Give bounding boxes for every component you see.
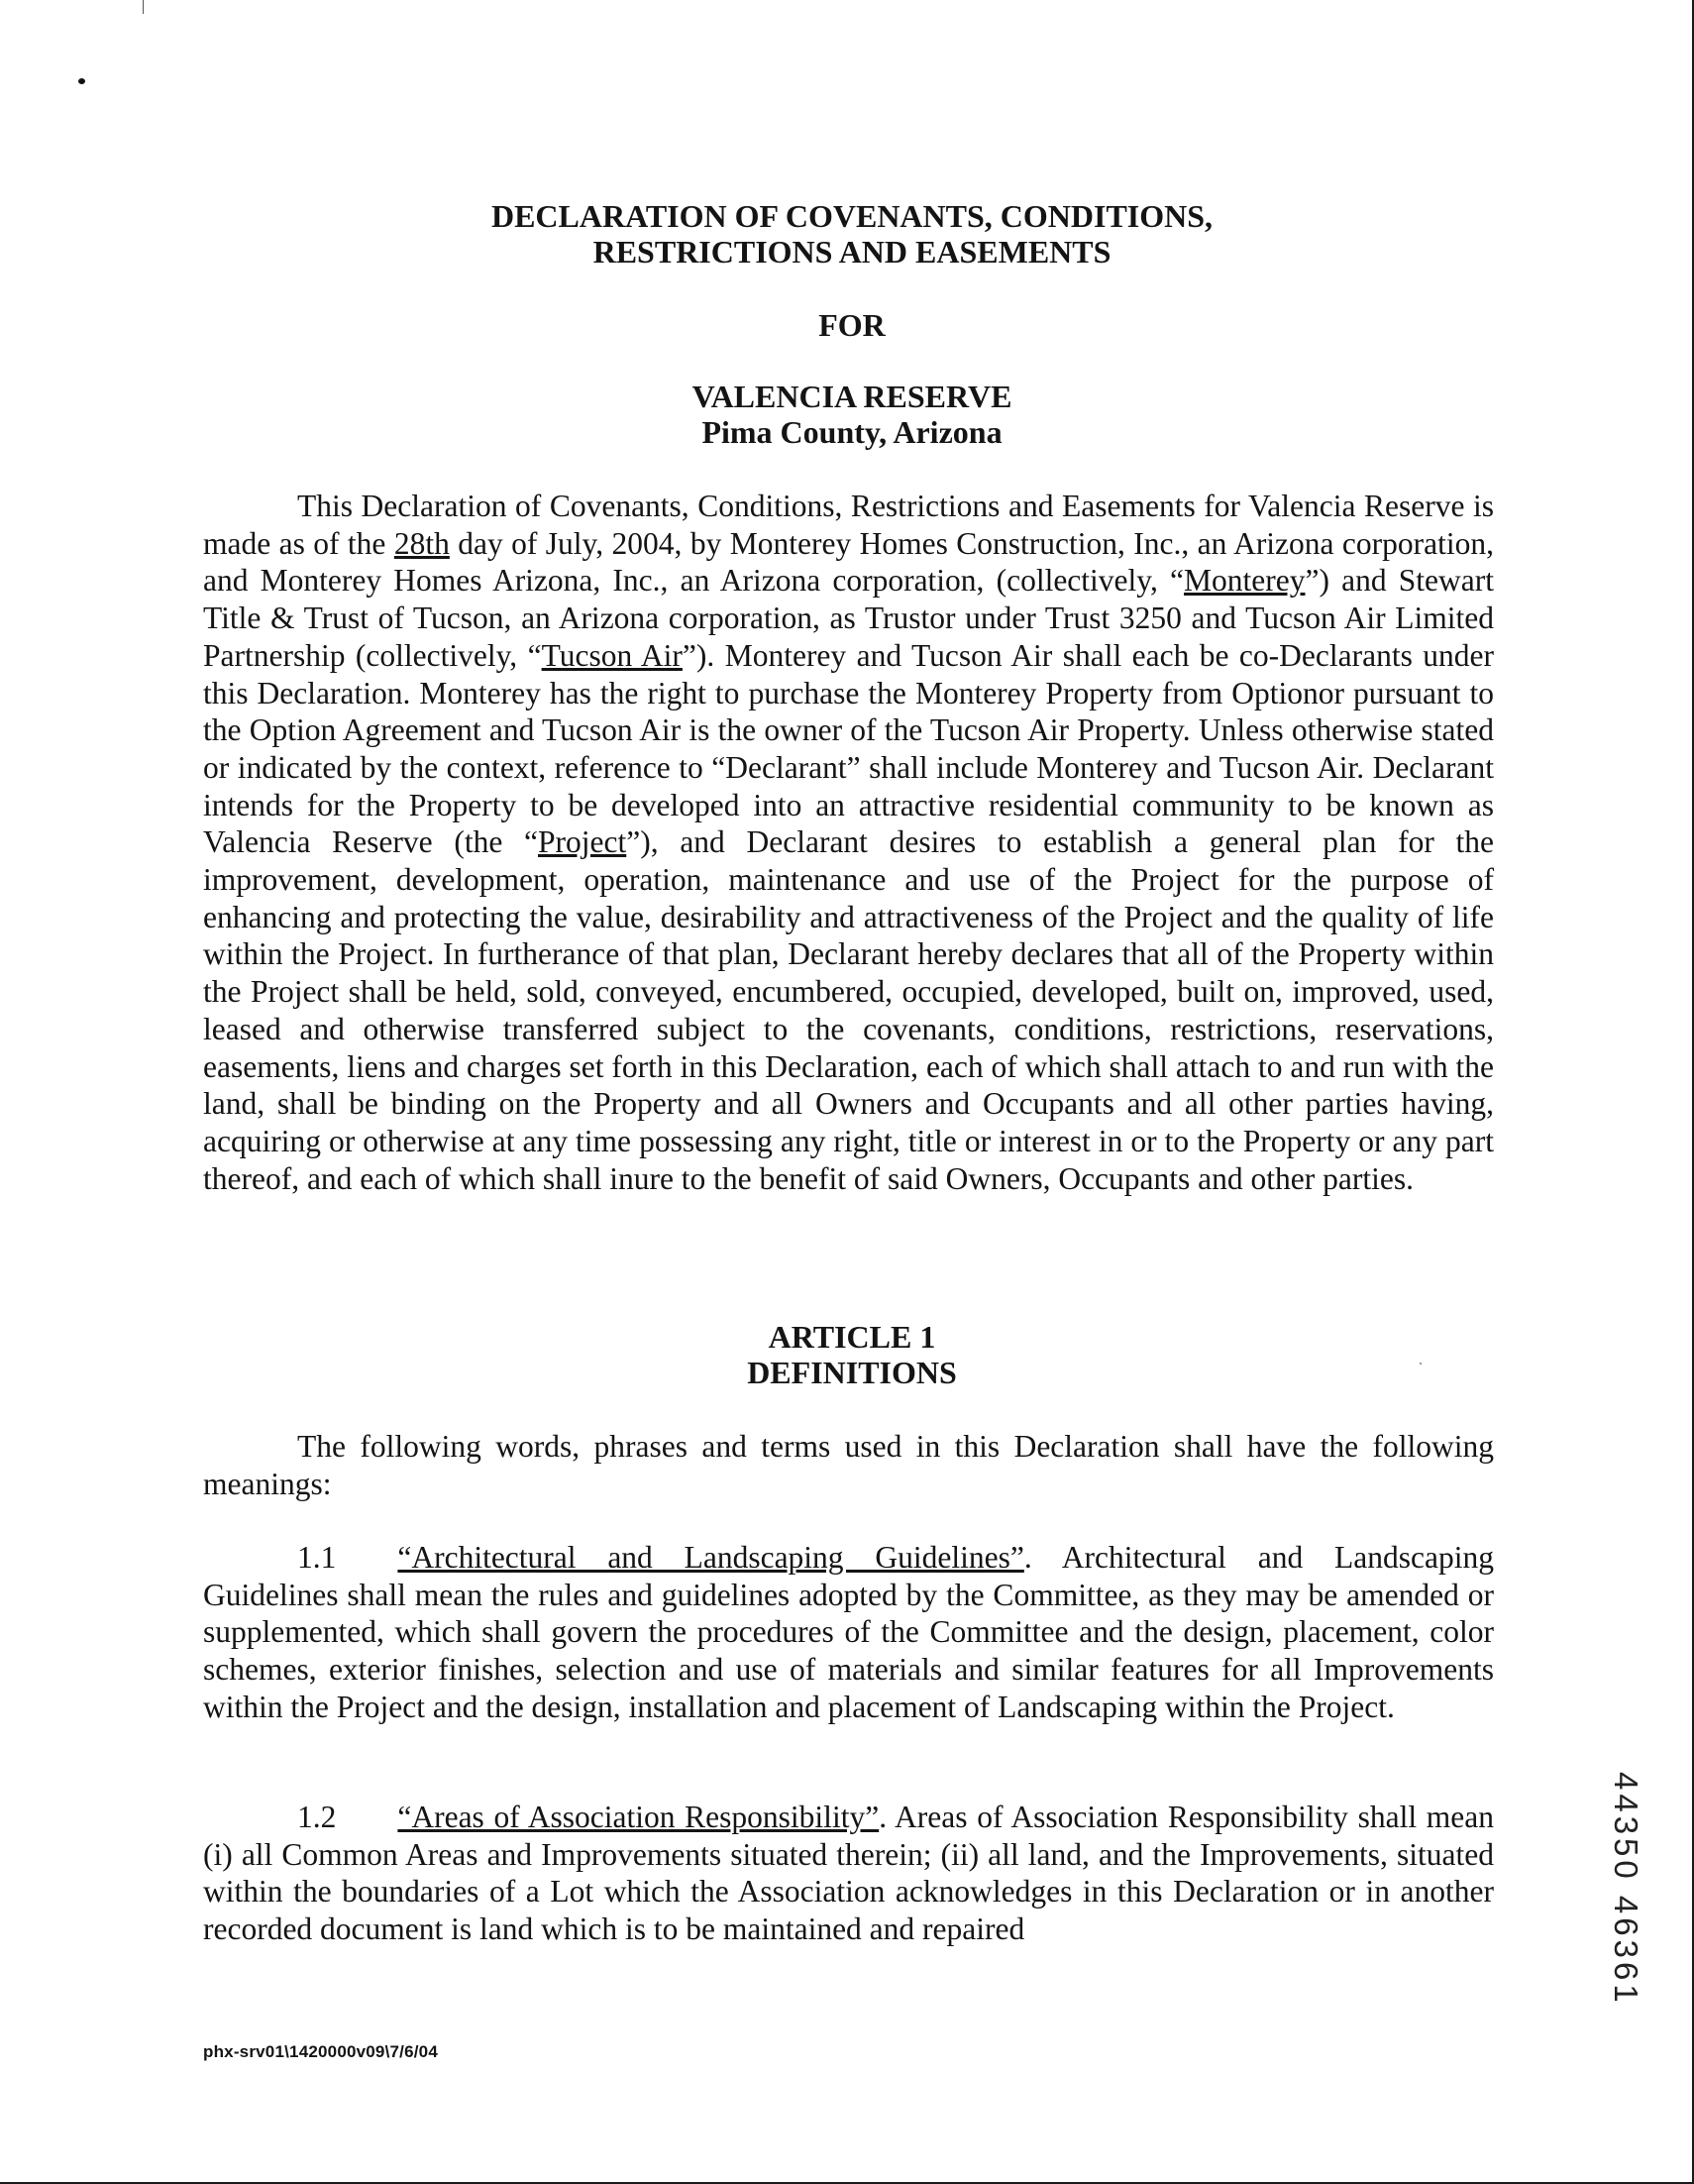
article-heading [0,1319,1694,1390]
defined-term-monterey: Monterey [1184,563,1306,599]
section-1-2 [203,1799,1494,1948]
intro-text-4: ”). Monterey and Tucson Air shall each be co-Declarants under this Declaration. Monterey has the right to purchase the Monterey Property from Optionor pursuant to the Option Agreement and Tucson Air is the owner of the Tucson Air Property. Unless otherwise stated or indicated by the context, reference to “Declarant” shall include Monterey and Tucson Air. Declarant intends for the Property to be developed into an attractive residential community to be known as Valencia Reserve (the “ [203,637,1494,860]
project-name: VALENCIA RESERVE [691,379,1012,414]
project-heading [0,379,1694,450]
intro-text-5: ”), and Declarant desires to establish a general plan for the improvement, development, operation, maintenance and use of the Project for the purpose of enhancing and protecting the value, desirability and attractiveness of the Project and the quality of life within the Project. In furtherance of that plan, Declarant hereby declares that all of the Property within the Project shall be held, sold, conveyed, encumbered, occupied, developed, built on, improved, used, leased and otherwise transferred subject to the covenants, conditions, restrictions, reservations, easements, liens and charges set forth in this Declaration, each of which shall attach to and run with the land, shall be binding on the Property and all Owners and Occupants and all other parties having, acquiring or otherwise at any time possessing any right, title or interest in or to the Property or any part thereof, and each of which shall inure to the benefit of said Owners, Occupants and other parties. [203,824,1495,1196]
section-text: . Architectural and Landscaping Guidelines shall mean the rules and guidelines adopted by the Committee, as they may be amended or supplemented, which shall govern the procedures of the Committee and the design, placement, color schemes, exterior finishes, selection and use of materials and similar features for all Improvements within the Project and the design, installation and placement of Landscaping within the Project. [203,1540,1494,1724]
intro-day: 28th [393,525,450,561]
title-for: FOR [818,307,886,343]
defined-term-tucson-air: Tucson Air [541,637,683,673]
article-name: DEFINITIONS [747,1355,957,1390]
intro-paragraph [203,488,1494,1197]
intro-text-3: ”) and Stewart Title & Trust of Tucson, an Arizona corporation, as Trustor under Trust 3250 and Tucson Air Limited Partnership (collectively, “ [203,563,1494,673]
section-1-1 [203,1539,1494,1726]
intro-text-2: day of July, 2004, by Monterey Homes Construction, Inc., an Arizona corporation, and Monterey Homes Arizona, Inc., an Arizona corporation, (collectively, “ [203,525,1494,599]
section-text: . Areas of Association Responsibility shall mean (i) all Common Areas and Improvements situated therein; (ii) all land, and the Improvements, situated within the boundaries of a Lot which the Association acknowledges in this Declaration or in another recorded document is land which is to be maintained and repaired [203,1800,1494,1947]
scan-mark [143,0,144,14]
title-line-2: RESTRICTIONS AND EASEMENTS [592,234,1112,270]
section-term: “Architectural and Landscaping Guidelines” [397,1540,1024,1575]
document-footer: phx-srv01\1420000v09\7/6/04 [203,2042,438,2061]
bates-stamp: 44350 46361 [1608,1772,1644,2007]
section-term: “Areas of Association Responsibility” [397,1800,880,1834]
section-number: 1.1 [297,1540,337,1575]
scan-speck [78,78,85,84]
article-intro: The following words, phrases and terms used in this Declaration shall have the following meanings: [203,1429,1494,1501]
defined-term-project: Project [538,824,627,860]
document-title [0,198,1694,270]
article-number: ARTICLE 1 [768,1319,936,1355]
section-number: 1.2 [297,1800,337,1834]
title-line-1: DECLARATION OF COVENANTS, CONDITIONS, [490,198,1214,234]
intro-text-1: This Declaration of Covenants, Conditions, Restrictions and Easements for Valencia Reserve is made as of the [203,489,1494,561]
project-location: Pima County, Arizona [701,414,1003,450]
